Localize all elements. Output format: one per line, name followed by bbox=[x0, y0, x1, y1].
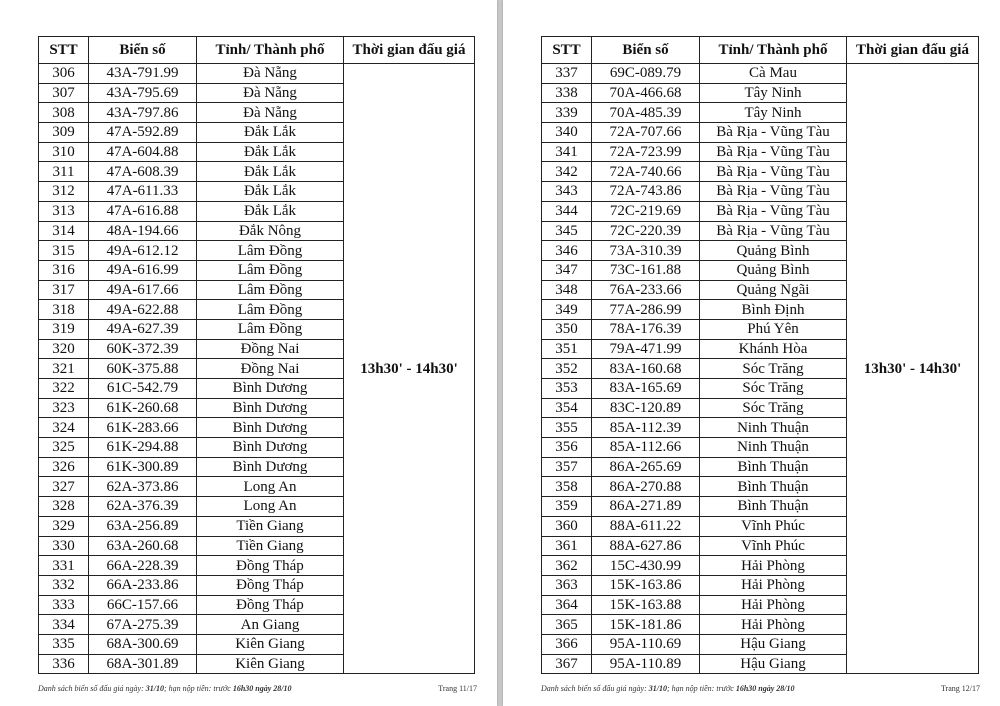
document-page-right bbox=[503, 0, 1000, 706]
row-province: Phú Yên bbox=[700, 319, 847, 339]
row-stt: 322 bbox=[39, 379, 89, 399]
row-province: Ninh Thuận bbox=[700, 418, 847, 438]
row-province: Tây Ninh bbox=[700, 103, 847, 123]
row-plate: 15K-163.86 bbox=[592, 575, 700, 595]
row-stt: 327 bbox=[39, 477, 89, 497]
row-province: Hậu Giang bbox=[700, 634, 847, 654]
row-stt: 315 bbox=[39, 241, 89, 261]
table-header-row bbox=[39, 37, 475, 64]
row-plate: 48A-194.66 bbox=[89, 221, 197, 241]
row-plate: 47A-611.33 bbox=[89, 182, 197, 202]
row-stt: 364 bbox=[542, 595, 592, 615]
row-province: Vĩnh Phúc bbox=[700, 536, 847, 556]
row-plate: 73A-310.39 bbox=[592, 241, 700, 261]
row-province: Lâm Đồng bbox=[197, 241, 344, 261]
row-stt: 317 bbox=[39, 280, 89, 300]
plate-table bbox=[38, 36, 475, 674]
row-plate: 88A-611.22 bbox=[592, 516, 700, 536]
row-stt: 349 bbox=[542, 300, 592, 320]
row-plate: 15K-163.88 bbox=[592, 595, 700, 615]
row-stt: 334 bbox=[39, 615, 89, 635]
row-province: Kiên Giang bbox=[197, 634, 344, 654]
row-province: Lâm Đồng bbox=[197, 319, 344, 339]
row-province: Bình Thuận bbox=[700, 457, 847, 477]
footer-deadline: 16h30 ngày 28/10 bbox=[232, 684, 292, 693]
row-province: Bình Dương bbox=[197, 418, 344, 438]
auction-time-cell: 13h30' - 14h30' bbox=[344, 64, 475, 674]
row-plate: 62A-373.86 bbox=[89, 477, 197, 497]
row-stt: 308 bbox=[39, 103, 89, 123]
row-province: Ninh Thuận bbox=[700, 438, 847, 458]
row-plate: 72A-743.86 bbox=[592, 182, 700, 202]
row-plate: 49A-627.39 bbox=[89, 319, 197, 339]
row-province: Hải Phòng bbox=[700, 595, 847, 615]
row-stt: 358 bbox=[542, 477, 592, 497]
row-province: Sóc Trăng bbox=[700, 398, 847, 418]
header-province: Tỉnh/ Thành phố bbox=[700, 37, 847, 64]
row-province: Bình Định bbox=[700, 300, 847, 320]
row-stt: 311 bbox=[39, 162, 89, 182]
table-body bbox=[39, 64, 475, 674]
row-plate: 85A-112.66 bbox=[592, 438, 700, 458]
row-stt: 365 bbox=[542, 615, 592, 635]
row-plate: 79A-471.99 bbox=[592, 339, 700, 359]
row-stt: 310 bbox=[39, 142, 89, 162]
row-stt: 335 bbox=[39, 634, 89, 654]
row-stt: 319 bbox=[39, 319, 89, 339]
row-stt: 325 bbox=[39, 438, 89, 458]
row-stt: 351 bbox=[542, 339, 592, 359]
row-plate: 49A-622.88 bbox=[89, 300, 197, 320]
row-stt: 357 bbox=[542, 457, 592, 477]
footer-prefix: Danh sách biển số đấu giá ngày: bbox=[38, 684, 146, 693]
row-plate: 61K-294.88 bbox=[89, 438, 197, 458]
row-province: Đắk Lắk bbox=[197, 123, 344, 143]
row-stt: 360 bbox=[542, 516, 592, 536]
header-auction-time: Thời gian đấu giá bbox=[847, 37, 979, 64]
footer-date: 31/10 bbox=[648, 684, 667, 693]
row-province: Đồng Nai bbox=[197, 359, 344, 379]
row-province: Đồng Tháp bbox=[197, 575, 344, 595]
row-province: Long An bbox=[197, 497, 344, 517]
row-province: Quảng Ngãi bbox=[700, 280, 847, 300]
footer-note bbox=[38, 684, 292, 693]
row-plate: 63A-260.68 bbox=[89, 536, 197, 556]
row-stt: 333 bbox=[39, 595, 89, 615]
header-province: Tỉnh/ Thành phố bbox=[197, 37, 344, 64]
row-stt: 341 bbox=[542, 142, 592, 162]
row-province: Bình Dương bbox=[197, 438, 344, 458]
row-province: Khánh Hòa bbox=[700, 339, 847, 359]
row-plate: 47A-604.88 bbox=[89, 142, 197, 162]
row-stt: 329 bbox=[39, 516, 89, 536]
row-province: Đắk Lắk bbox=[197, 162, 344, 182]
row-province: Đắk Nông bbox=[197, 221, 344, 241]
row-plate: 72C-220.39 bbox=[592, 221, 700, 241]
row-province: Đồng Tháp bbox=[197, 595, 344, 615]
row-stt: 318 bbox=[39, 300, 89, 320]
row-province: Đắk Lắk bbox=[197, 182, 344, 202]
row-stt: 338 bbox=[542, 83, 592, 103]
row-province: Hải Phòng bbox=[700, 615, 847, 635]
row-stt: 350 bbox=[542, 319, 592, 339]
row-plate: 49A-616.99 bbox=[89, 260, 197, 280]
row-province: Đắk Lắk bbox=[197, 201, 344, 221]
row-plate: 15C-430.99 bbox=[592, 556, 700, 576]
row-stt: 336 bbox=[39, 654, 89, 674]
row-plate: 66C-157.66 bbox=[89, 595, 197, 615]
row-plate: 68A-301.89 bbox=[89, 654, 197, 674]
footer-date: 31/10 bbox=[145, 684, 164, 693]
row-plate: 61K-300.89 bbox=[89, 457, 197, 477]
row-plate: 95A-110.89 bbox=[592, 654, 700, 674]
row-province: Cà Mau bbox=[700, 64, 847, 84]
footer-prefix: Danh sách biển số đấu giá ngày: bbox=[541, 684, 649, 693]
row-province: Bình Thuận bbox=[700, 477, 847, 497]
row-stt: 354 bbox=[542, 398, 592, 418]
row-plate: 76A-233.66 bbox=[592, 280, 700, 300]
row-stt: 316 bbox=[39, 260, 89, 280]
row-province: Đắk Lắk bbox=[197, 142, 344, 162]
row-stt: 353 bbox=[542, 379, 592, 399]
row-stt: 359 bbox=[542, 497, 592, 517]
row-plate: 86A-265.69 bbox=[592, 457, 700, 477]
row-plate: 60K-375.88 bbox=[89, 359, 197, 379]
row-plate: 61K-283.66 bbox=[89, 418, 197, 438]
row-plate: 47A-608.39 bbox=[89, 162, 197, 182]
row-province: Bình Thuận bbox=[700, 497, 847, 517]
row-plate: 88A-627.86 bbox=[592, 536, 700, 556]
row-province: Bà Rịa - Vũng Tàu bbox=[700, 142, 847, 162]
row-stt: 323 bbox=[39, 398, 89, 418]
row-plate: 61K-260.68 bbox=[89, 398, 197, 418]
row-stt: 326 bbox=[39, 457, 89, 477]
row-stt: 344 bbox=[542, 201, 592, 221]
row-province: Hải Phòng bbox=[700, 556, 847, 576]
row-stt: 312 bbox=[39, 182, 89, 202]
row-province: Quảng Bình bbox=[700, 241, 847, 261]
table-row bbox=[542, 64, 979, 84]
row-plate: 72A-707.66 bbox=[592, 123, 700, 143]
row-stt: 346 bbox=[542, 241, 592, 261]
row-plate: 15K-181.86 bbox=[592, 615, 700, 635]
row-stt: 339 bbox=[542, 103, 592, 123]
row-province: Bình Dương bbox=[197, 457, 344, 477]
row-province: Bà Rịa - Vũng Tàu bbox=[700, 123, 847, 143]
row-stt: 362 bbox=[542, 556, 592, 576]
row-plate: 69C-089.79 bbox=[592, 64, 700, 84]
row-stt: 340 bbox=[542, 123, 592, 143]
footer-mid: ; hạn nộp tiền: trước bbox=[164, 684, 233, 693]
row-stt: 343 bbox=[542, 182, 592, 202]
row-plate: 68A-300.69 bbox=[89, 634, 197, 654]
row-plate: 43A-791.99 bbox=[89, 64, 197, 84]
row-stt: 347 bbox=[542, 260, 592, 280]
table-body bbox=[542, 64, 979, 674]
row-province: Long An bbox=[197, 477, 344, 497]
row-stt: 332 bbox=[39, 575, 89, 595]
row-plate: 62A-376.39 bbox=[89, 497, 197, 517]
plate-table bbox=[541, 36, 979, 674]
row-stt: 330 bbox=[39, 536, 89, 556]
row-stt: 309 bbox=[39, 123, 89, 143]
footer-mid: ; hạn nộp tiền: trước bbox=[667, 684, 736, 693]
row-province: Bà Rịa - Vũng Tàu bbox=[700, 182, 847, 202]
row-stt: 342 bbox=[542, 162, 592, 182]
row-plate: 70A-485.39 bbox=[592, 103, 700, 123]
row-plate: 70A-466.68 bbox=[592, 83, 700, 103]
row-plate: 72A-723.99 bbox=[592, 142, 700, 162]
row-plate: 43A-797.86 bbox=[89, 103, 197, 123]
row-stt: 324 bbox=[39, 418, 89, 438]
header-plate: Biển số bbox=[592, 37, 700, 64]
document-page-left bbox=[0, 0, 497, 706]
row-stt: 331 bbox=[39, 556, 89, 576]
row-province: Đồng Nai bbox=[197, 339, 344, 359]
row-plate: 67A-275.39 bbox=[89, 615, 197, 635]
page-number: Trang 12/17 bbox=[940, 684, 980, 693]
row-stt: 321 bbox=[39, 359, 89, 379]
row-province: Quảng Bình bbox=[700, 260, 847, 280]
row-province: Bà Rịa - Vũng Tàu bbox=[700, 162, 847, 182]
row-plate: 49A-612.12 bbox=[89, 241, 197, 261]
row-province: Lâm Đồng bbox=[197, 300, 344, 320]
row-province: Lâm Đồng bbox=[197, 260, 344, 280]
row-stt: 361 bbox=[542, 536, 592, 556]
row-plate: 83A-165.69 bbox=[592, 379, 700, 399]
row-province: Tây Ninh bbox=[700, 83, 847, 103]
row-plate: 72C-219.69 bbox=[592, 201, 700, 221]
row-province: Bà Rịa - Vũng Tàu bbox=[700, 201, 847, 221]
row-stt: 320 bbox=[39, 339, 89, 359]
row-plate: 61C-542.79 bbox=[89, 379, 197, 399]
header-stt: STT bbox=[39, 37, 89, 64]
row-stt: 314 bbox=[39, 221, 89, 241]
row-stt: 345 bbox=[542, 221, 592, 241]
row-province: Đồng Tháp bbox=[197, 556, 344, 576]
row-stt: 363 bbox=[542, 575, 592, 595]
row-province: Tiền Giang bbox=[197, 536, 344, 556]
row-province: Kiên Giang bbox=[197, 654, 344, 674]
row-province: Bà Rịa - Vũng Tàu bbox=[700, 221, 847, 241]
row-province: Lâm Đồng bbox=[197, 280, 344, 300]
row-plate: 72A-740.66 bbox=[592, 162, 700, 182]
row-province: Sóc Trăng bbox=[700, 379, 847, 399]
row-province: Đà Nẵng bbox=[197, 83, 344, 103]
row-stt: 328 bbox=[39, 497, 89, 517]
row-stt: 348 bbox=[542, 280, 592, 300]
row-province: Vĩnh Phúc bbox=[700, 516, 847, 536]
row-plate: 47A-616.88 bbox=[89, 201, 197, 221]
auction-time-cell: 13h30' - 14h30' bbox=[847, 64, 979, 674]
row-plate: 60K-372.39 bbox=[89, 339, 197, 359]
row-plate: 77A-286.99 bbox=[592, 300, 700, 320]
row-province: Sóc Trăng bbox=[700, 359, 847, 379]
row-stt: 313 bbox=[39, 201, 89, 221]
row-plate: 83A-160.68 bbox=[592, 359, 700, 379]
row-plate: 95A-110.69 bbox=[592, 634, 700, 654]
row-plate: 73C-161.88 bbox=[592, 260, 700, 280]
table-row bbox=[39, 64, 475, 84]
row-stt: 355 bbox=[542, 418, 592, 438]
row-plate: 86A-271.89 bbox=[592, 497, 700, 517]
row-plate: 85A-112.39 bbox=[592, 418, 700, 438]
row-plate: 83C-120.89 bbox=[592, 398, 700, 418]
row-plate: 78A-176.39 bbox=[592, 319, 700, 339]
row-plate: 66A-233.86 bbox=[89, 575, 197, 595]
header-stt: STT bbox=[542, 37, 592, 64]
row-province: Hậu Giang bbox=[700, 654, 847, 674]
row-province: Tiền Giang bbox=[197, 516, 344, 536]
row-plate: 49A-617.66 bbox=[89, 280, 197, 300]
row-stt: 337 bbox=[542, 64, 592, 84]
table-header-row bbox=[542, 37, 979, 64]
header-auction-time: Thời gian đấu giá bbox=[344, 37, 475, 64]
footer-deadline: 16h30 ngày 28/10 bbox=[735, 684, 795, 693]
header-plate: Biển số bbox=[89, 37, 197, 64]
row-province: Bình Dương bbox=[197, 398, 344, 418]
row-stt: 356 bbox=[542, 438, 592, 458]
row-province: An Giang bbox=[197, 615, 344, 635]
row-province: Bình Dương bbox=[197, 379, 344, 399]
row-province: Đà Nẵng bbox=[197, 64, 344, 84]
row-plate: 66A-228.39 bbox=[89, 556, 197, 576]
row-stt: 307 bbox=[39, 83, 89, 103]
footer-note bbox=[541, 684, 795, 693]
row-stt: 366 bbox=[542, 634, 592, 654]
row-plate: 86A-270.88 bbox=[592, 477, 700, 497]
row-stt: 352 bbox=[542, 359, 592, 379]
row-province: Hải Phòng bbox=[700, 575, 847, 595]
row-plate: 63A-256.89 bbox=[89, 516, 197, 536]
row-stt: 367 bbox=[542, 654, 592, 674]
row-plate: 43A-795.69 bbox=[89, 83, 197, 103]
row-plate: 47A-592.89 bbox=[89, 123, 197, 143]
row-province: Đà Nẵng bbox=[197, 103, 344, 123]
page-number: Trang 11/17 bbox=[438, 684, 477, 693]
row-stt: 306 bbox=[39, 64, 89, 84]
